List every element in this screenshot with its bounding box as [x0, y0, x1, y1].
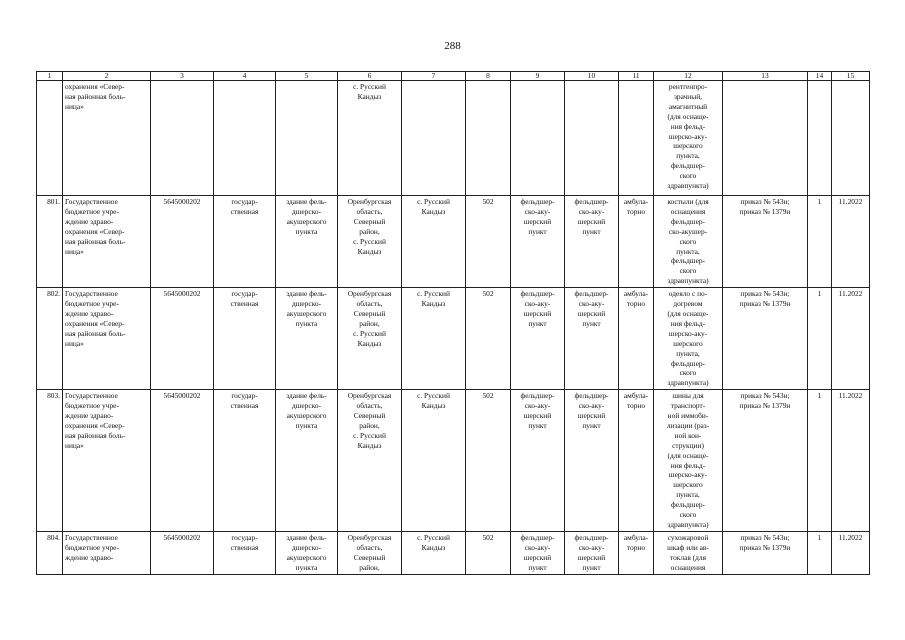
ownership-cell: государ- ственная — [214, 196, 276, 288]
settlement-cell: с. Русский Кандыз — [402, 288, 466, 390]
column-number: 4 — [214, 72, 276, 81]
column-number: 14 — [808, 72, 832, 81]
column-number: 15 — [832, 72, 870, 81]
org-cell: охранения «Север- ная районная боль- ница» — [63, 81, 151, 196]
column-number: 11 — [619, 72, 654, 81]
settlement-cell: с. Русский Кандыз — [402, 531, 466, 574]
unit-cell: фельдшер- ско-аку- шерский пункт — [511, 390, 565, 532]
item-cell: сухожаровой шкаф или ав- токлав (для оснащения — [654, 531, 723, 574]
item-cell: одеяло с по- догревом (для оснаще- ния фельд- шерско-аку- шерского пункта, фельдшер- ского здравпункта) — [654, 288, 723, 390]
code2-cell: 502 — [466, 531, 511, 574]
org-cell: Государственное бюджетное учре- ждение здраво- охранения «Север- ная районная боль- ница» — [63, 196, 151, 288]
table-row — [37, 288, 870, 390]
column-number: 9 — [511, 72, 565, 81]
care-cell: амбула- торно — [619, 288, 654, 390]
page-number: 288 — [444, 40, 461, 52]
row-number-cell: 804. — [37, 531, 63, 574]
building-cell: здание фель- дшерско- акушерского пункта — [276, 196, 338, 288]
unit-cell: фельдшер- ско-аку- шерский пункт — [511, 288, 565, 390]
column-number-row — [37, 72, 870, 81]
table-row — [37, 531, 870, 574]
code-cell: 5645000202 — [151, 531, 214, 574]
date-cell: 11.2022 — [832, 531, 870, 574]
column-number: 1 — [37, 72, 63, 81]
row-number-cell: 803. — [37, 390, 63, 532]
order-cell: приказ № 543н; приказ № 1379н — [723, 288, 808, 390]
continuation-row — [37, 81, 870, 196]
column-number: 13 — [723, 72, 808, 81]
date-cell: 11.2022 — [832, 390, 870, 532]
settlement-cell: с. Русский Кандыз — [402, 196, 466, 288]
order-cell: приказ № 543н; приказ № 1379н — [723, 390, 808, 532]
code-cell: 5645000202 — [151, 288, 214, 390]
address-cell: Оренбургская область, Северный район, с. Русский Кандыз — [338, 390, 402, 532]
column-number: 3 — [151, 72, 214, 81]
row-number-cell: 801. — [37, 196, 63, 288]
table-row — [37, 196, 870, 288]
care-cell: амбула- торно — [619, 531, 654, 574]
code-cell: 5645000202 — [151, 390, 214, 532]
address-cell: с. Русский Кандыз — [338, 81, 402, 196]
column-number: 12 — [654, 72, 723, 81]
item-cell: рентгенпро- зрачный, амагнитный (для оснаще- ния фельд- шерско-аку- шерского пункта, фельдшер- ского здравпункта) — [654, 81, 723, 196]
care-cell: амбула- торно — [619, 196, 654, 288]
unit-cell: фельдшер- ско-аку- шерский пункт — [511, 531, 565, 574]
date-cell: 11.2022 — [832, 288, 870, 390]
building-cell: здание фель- дшерско- акушерского пункта — [276, 390, 338, 532]
org-cell: Государственное бюджетное учре- ждение здраво- — [63, 531, 151, 574]
column-number: 6 — [338, 72, 402, 81]
building-cell: здание фель- дшерско- акушерского пункта — [276, 288, 338, 390]
column-number: 10 — [565, 72, 619, 81]
column-number: 2 — [63, 72, 151, 81]
ownership-cell: государ- ственная — [214, 531, 276, 574]
org-cell: Государственное бюджетное учре- ждение здраво- охранения «Север- ная районная боль- ница» — [63, 390, 151, 532]
qty-cell: 1 — [808, 196, 832, 288]
row-number-cell: 802. — [37, 288, 63, 390]
item-cell: костыли (для оснащения фельдшер- ско-акушер- ского пункта, фельдшер- ского здравпункта) — [654, 196, 723, 288]
code2-cell: 502 — [466, 390, 511, 532]
code2-cell: 502 — [466, 196, 511, 288]
code-cell: 5645000202 — [151, 196, 214, 288]
date-cell: 11.2022 — [832, 196, 870, 288]
qty-cell: 1 — [808, 531, 832, 574]
care-cell: амбула- торно — [619, 390, 654, 532]
order-cell: приказ № 543н; приказ № 1379н — [723, 196, 808, 288]
item-cell: шины для транспорт- ной иммоби- лизации (раз- ной кон- струкции) (для оснаще- ния фельд- шерско-аку- шерского пункта, фельдшер- ского здравпункта) — [654, 390, 723, 532]
registry-table — [36, 71, 870, 575]
address-cell: Оренбургская область, Северный район, с. Русский Кандыз — [338, 288, 402, 390]
table-row — [37, 390, 870, 532]
org-cell: Государственное бюджетное учре- ждение здраво- охранения «Север- ная районная боль- ница» — [63, 288, 151, 390]
unit2-cell: фельдшер- ско-аку- шерский пункт — [565, 288, 619, 390]
unit-cell: фельдшер- ско-аку- шерский пункт — [511, 196, 565, 288]
address-cell: Оренбургская область, Северный район, — [338, 531, 402, 574]
ownership-cell: государ- ственная — [214, 390, 276, 532]
ownership-cell: государ- ственная — [214, 288, 276, 390]
column-number: 8 — [466, 72, 511, 81]
column-number: 7 — [402, 72, 466, 81]
qty-cell: 1 — [808, 288, 832, 390]
unit2-cell: фельдшер- ско-аку- шерский пункт — [565, 531, 619, 574]
unit2-cell: фельдшер- ско-аку- шерский пункт — [565, 390, 619, 532]
column-number: 5 — [276, 72, 338, 81]
code2-cell: 502 — [466, 288, 511, 390]
order-cell: приказ № 543н; приказ № 1379н — [723, 531, 808, 574]
settlement-cell: с. Русский Кандыз — [402, 390, 466, 532]
qty-cell: 1 — [808, 390, 832, 532]
unit2-cell: фельдшер- ско-аку- шерский пункт — [565, 196, 619, 288]
building-cell: здание фель- дшерско- акушерского пункта — [276, 531, 338, 574]
address-cell: Оренбургская область, Северный район, с. Русский Кандыз — [338, 196, 402, 288]
